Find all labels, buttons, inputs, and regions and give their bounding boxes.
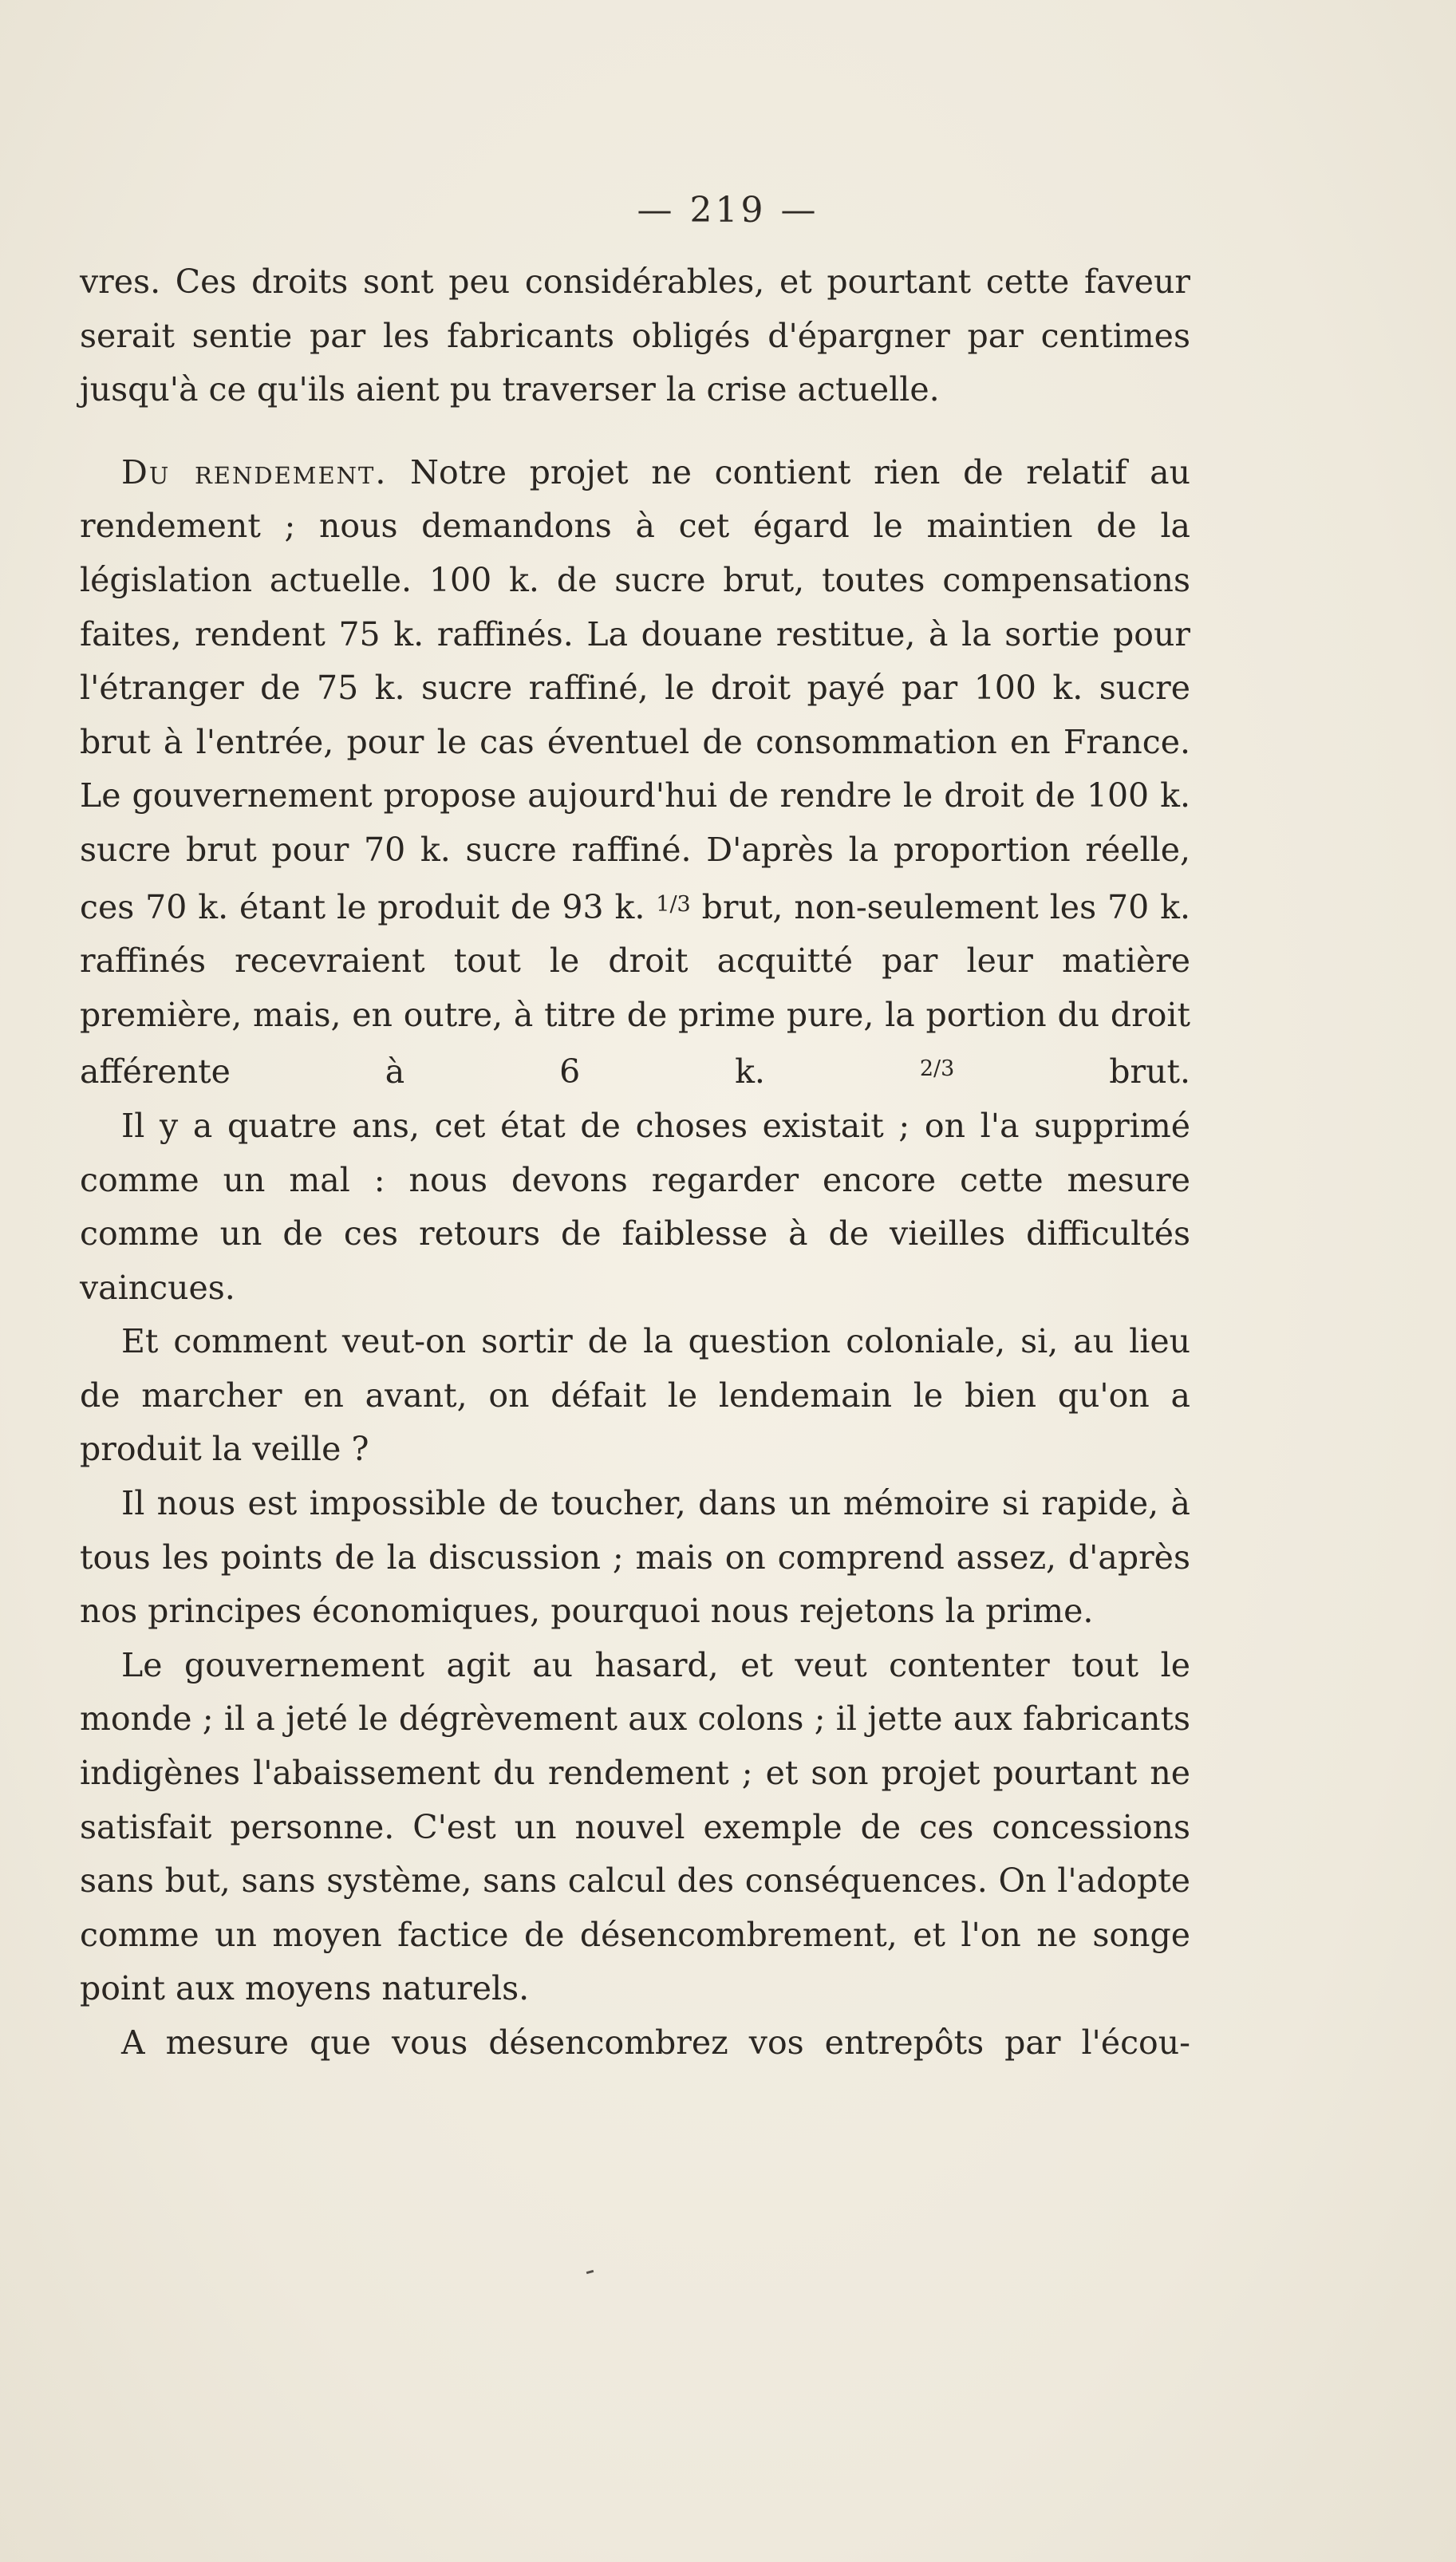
fraction: 1/3 [656, 891, 691, 917]
paragraph-text: brut. [1109, 1052, 1190, 1092]
page-number: — 219 — [637, 190, 819, 231]
ink-mark [586, 2270, 594, 2274]
paragraph [80, 2016, 1190, 2071]
paragraph-text: Et comment veut-on sortir de la question coloniale, si, au lieu de marcher en avant, on défait le lendemain le bien qu'on a produit la veille ? [80, 1322, 1190, 1469]
fraction: 2/3 [919, 1056, 955, 1082]
paragraph [80, 1315, 1190, 1477]
paragraph-text: A mesure que vous désencombrez vos entrepôts par l'écou- [121, 2023, 1190, 2062]
paragraph [80, 1099, 1190, 1315]
paragraph [80, 1639, 1190, 2016]
body-text [80, 255, 1190, 2071]
section-heading: Du rendement. [121, 452, 388, 491]
paragraph-text: brut, non-seulement les 70 k. raffinés recevraient tout le droit acquitté par leur matière première, mais, en outre, à titre de prime pure, la portion du droit afférente à 6 k. [80, 887, 1190, 1092]
paragraph-text: Il nous est impossible de toucher, dans un mémoire si rapide, à tous les points de la discussion ; mais on comprend assez, d'après nos principes économiques, pourquoi nous rejetons la prime. [80, 1484, 1190, 1631]
paragraph-text: Il y a quatre ans, cet état de choses existait ; on l'a supprimé comme un mal : nous devons regarder encore cette mesure comme un de ces retours de faiblesse à de vieilles difficultés vaincues. [80, 1106, 1190, 1307]
paragraph-text: vres. Ces droits sont peu considérables, et pourtant cette faveur serait sentie par les fabricants obligés d'épargner par centimes jusqu'à ce qu'ils aient pu traverser la crise actuelle. [80, 263, 1190, 409]
paragraph-continued [80, 255, 1190, 417]
paragraph-text: Notre projet ne contient rien de relatif au rendement ; nous demandons à cet égard le maintien de la législation actuelle. 100 k. de sucre brut, toutes compensations faites, rendent 75 k. raffinés. La douane restitue, à la sortie pour l'étranger de 75 k. sucre raffiné, le droit payé par 100 k. sucre brut à l'entrée, pour le cas éventuel de consommation en France. Le gouvernement propose aujourd'hui de rendre le droit de 100 k. sucre brut pour 70 k. sucre raffiné. D'après la proportion réelle, ces 70 k. étant le produit de 93 k. [80, 452, 1190, 926]
paragraph [80, 1477, 1190, 1639]
paragraph-rendement [80, 446, 1190, 1099]
paragraph-text: Le gouvernement agit au hasard, et veut contenter tout le monde ; il a jeté le dégrèvement aux colons ; il jette aux fabricants indigènes l'abaissement du rendement ; et son projet pourtant ne satisfait personne. C'est un nouvel exemple de ces concessions sans but, sans système, sans calcul des conséquences. On l'adopte comme un moyen factice de désencombrement, et l'on ne songe point aux moyens naturels. [80, 1645, 1190, 2008]
